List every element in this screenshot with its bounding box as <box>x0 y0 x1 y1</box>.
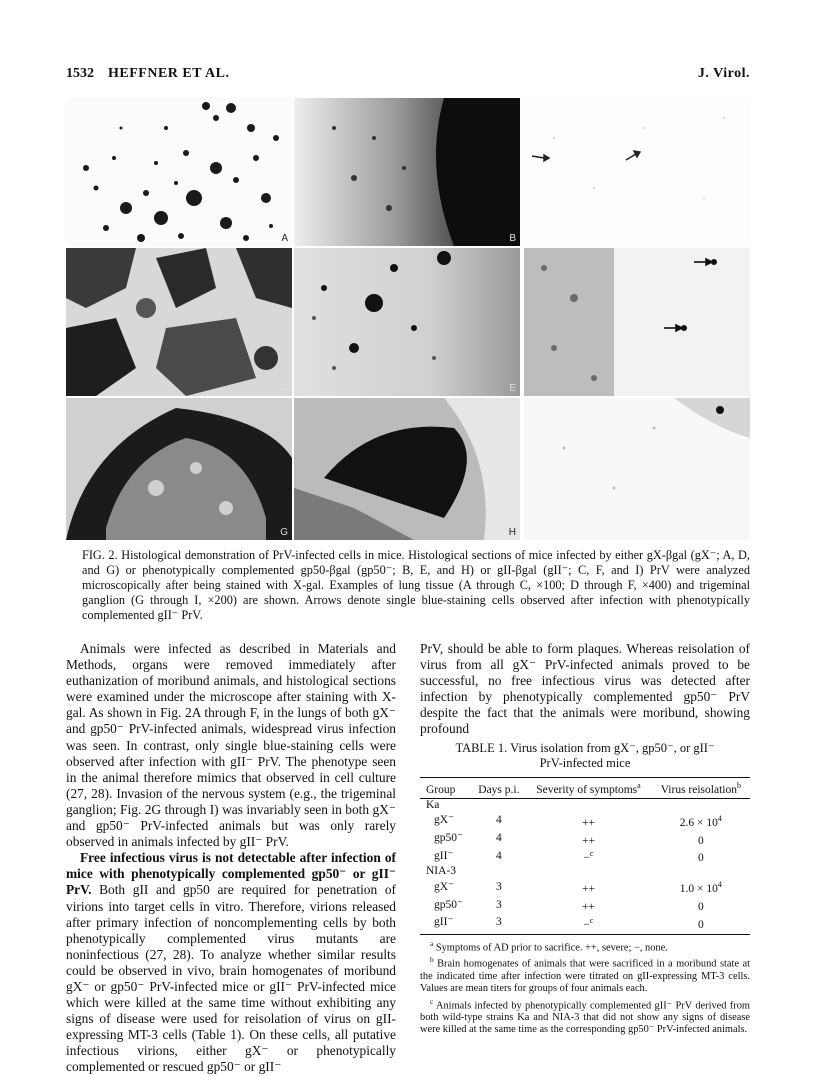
panel-f <box>524 248 750 396</box>
footnote-a: $^a$ Symptoms of AD prior to sacrifice. ++, severe; −, none. <box>430 939 668 954</box>
table-row <box>420 896 750 914</box>
figure-caption: FIG. 2. Histological demonstration of PrV-infected cells in mice. Histological sections of mice infected by either gX-βgal (gX⁻; A, D, and G) or phenotypically complemented gp50-βgal (gp50⁻; B, E, and H) or gII-βgal (gII⁻; C, F, and I) PrV were analyzed microscopically after being stained with X-gal. Examples of lung tissue (A through C, ×100; D through F, ×400) and trigeminal ganglion (G through I, ×200) are shown. Arrows denote single blue-staining cells observed after infection with phenotypically complemented gII⁻ PrV. <box>82 548 750 622</box>
footnote-b: $^b$ Brain homogenates of animals that were sacrificed in a moribund state at the indicated time after infection were titrated on gII-expressing MT-3 cells. Values are mean titers for groups of four animals each. <box>420 956 750 995</box>
body-paragraph-1: Animals were infected as described in Materials and Methods, organs were removed immediately after euthanization of moribund animals, and histological sections were examined under the microscope after staining with X-gal. As shown in Fig. 2A through F, in the lungs of both gX⁻ and gp50⁻ PrV-infected animals, widespread virus infection was seen. In contrast, only single blue-staining cells were observed after infection with gII⁻ PrV. The phenotype seen in the animal therefore mimics that observed in cell culture (27, 28). Invasion of the nervous system (e.g., the trigeminal ganglion; Fig. 2G through I) was invariably seen in both gX⁻ and gp50⁻ PrV-infected animals but was only rarely observed in animals infected by gII⁻ PrV. <box>66 641 396 850</box>
panel-d <box>66 248 292 396</box>
panel-i-image <box>524 398 750 540</box>
table-title-line-2: PrV-infected mice <box>539 756 631 770</box>
cell-group: gX⁻ <box>434 880 455 893</box>
col-header-group: Group <box>420 778 473 799</box>
body-paragraph-3: PrV, should be able to form plaques. Whereas reisolation of virus from all gX⁻ PrV-infected animals proved to be successful, no free infectious virus was detected after infection by phenotypically complemented gp50⁻ PrV despite the fact that the animals were moribund, showing profound <box>420 641 750 737</box>
panel-d-image <box>66 248 292 396</box>
cell-days: 4 <box>496 814 502 827</box>
panel-g-label: G <box>280 527 288 538</box>
cell-group: gII⁻ <box>434 849 454 862</box>
cell-severity: ++ <box>581 883 595 896</box>
panel-d-label: D <box>280 383 288 394</box>
journal-name: J. Virol. <box>697 66 750 81</box>
group-name: Ka <box>426 798 440 811</box>
panel-b-label: B <box>509 233 516 244</box>
table-row <box>420 914 750 934</box>
cell-severity: ++ <box>581 816 595 829</box>
table-1 <box>420 741 750 1037</box>
panel-a-label: A <box>281 233 288 244</box>
cell-group: gp50⁻ <box>434 898 464 911</box>
panel-h <box>294 398 520 540</box>
panel-g <box>66 398 292 540</box>
body-paragraph-2-text: Both gII and gp50 are required for penetration of virions into target cells in vitro. Therefore, virions released after primary infection of noncomplementing cells by both phenotypically complemented virus mutants are noninfectious (27, 28). To analyze whether similar results could be observed in vivo, brain homogenates of moribund gX⁻ or gp50⁻ PrV-infected mice or gII⁻ PrV-infected mice which were killed at the same time without exhibiting any signs of disease were used for reisolation of virus on gII-expressing MT-3 cells (Table 1). On these cells, all putative infectious virions, either gX⁻ or phenotypically complemented or rescued gp50⁻ or gII⁻ <box>66 882 396 1075</box>
col-header-reisolation: Virus reisolation$^b$ <box>652 778 750 799</box>
panel-g-image <box>66 398 292 540</box>
cell-group: gX⁻ <box>434 814 455 827</box>
table-row <box>420 830 750 848</box>
panel-f-image <box>524 248 750 396</box>
section-heading: Free infectious virus is not detectable after infection of mice with phenotypically complemented gp50⁻ or gII⁻ PrV. <box>66 850 396 898</box>
col-header-days: Days p.i. <box>473 778 526 799</box>
cell-reisolation: $2.6 \times 10^4$ <box>679 813 722 829</box>
cell-reisolation: 0 <box>697 834 704 847</box>
panel-h-label: H <box>508 527 516 538</box>
panel-a <box>66 98 292 246</box>
table-title-line-1: TABLE 1. Virus isolation from gX⁻, gp50⁻, or gII⁻ <box>455 741 715 755</box>
table-row <box>420 878 750 896</box>
table-footnotes <box>420 938 750 1037</box>
panel-b <box>294 98 520 246</box>
panel-b-image <box>294 98 520 246</box>
data-table <box>420 777 750 935</box>
col-header-severity: Severity of symptoms$^a$ <box>525 778 651 799</box>
table-row <box>420 847 750 865</box>
cell-reisolation: $1.0 \times 10^4$ <box>679 880 722 896</box>
panel-c <box>524 98 750 246</box>
table-title <box>420 741 750 771</box>
running-header <box>66 66 750 86</box>
cell-days: 3 <box>496 898 502 911</box>
table-group-row <box>420 865 750 878</box>
right-column <box>420 641 750 738</box>
cell-severity: −$^c$ <box>583 849 594 865</box>
panel-h-image <box>294 398 520 540</box>
panel-e <box>294 248 520 396</box>
table-row <box>420 812 750 830</box>
footnote-c: $^c$ Animals infected by phenotypically complemented gII⁻ PrV derived from both wild-type strains Ka and NIA-3 that did not show any signs of disease were killed at the same time as the corresponding gp50⁻ PrV-infected animals. <box>420 997 750 1036</box>
panel-e-label: E <box>509 383 516 394</box>
cell-days: 4 <box>496 832 502 845</box>
body-paragraph-2 <box>66 850 396 1075</box>
panel-e-image <box>294 248 520 396</box>
cell-group: gII⁻ <box>420 914 473 934</box>
cell-severity: ++ <box>581 900 595 913</box>
cell-days: 3 <box>496 880 502 893</box>
panel-a-image <box>66 98 292 246</box>
cell-reisolation: 0 <box>652 914 750 934</box>
cell-reisolation: 0 <box>697 900 704 913</box>
table-group-row <box>420 798 750 812</box>
page-number: 1532 <box>66 66 94 81</box>
panel-c-image <box>524 98 750 246</box>
cell-severity: −$^c$ <box>525 914 651 934</box>
panel-i <box>524 398 750 540</box>
cell-days: 4 <box>496 849 502 862</box>
cell-days: 3 <box>473 914 526 934</box>
figure-2 <box>66 98 750 540</box>
cell-reisolation: 0 <box>697 852 704 865</box>
cell-severity: ++ <box>581 834 595 847</box>
group-name: NIA-3 <box>426 865 457 878</box>
running-authors: HEFFNER ET AL. <box>108 66 230 81</box>
cell-group: gp50⁻ <box>434 832 464 845</box>
left-column <box>66 641 396 1076</box>
